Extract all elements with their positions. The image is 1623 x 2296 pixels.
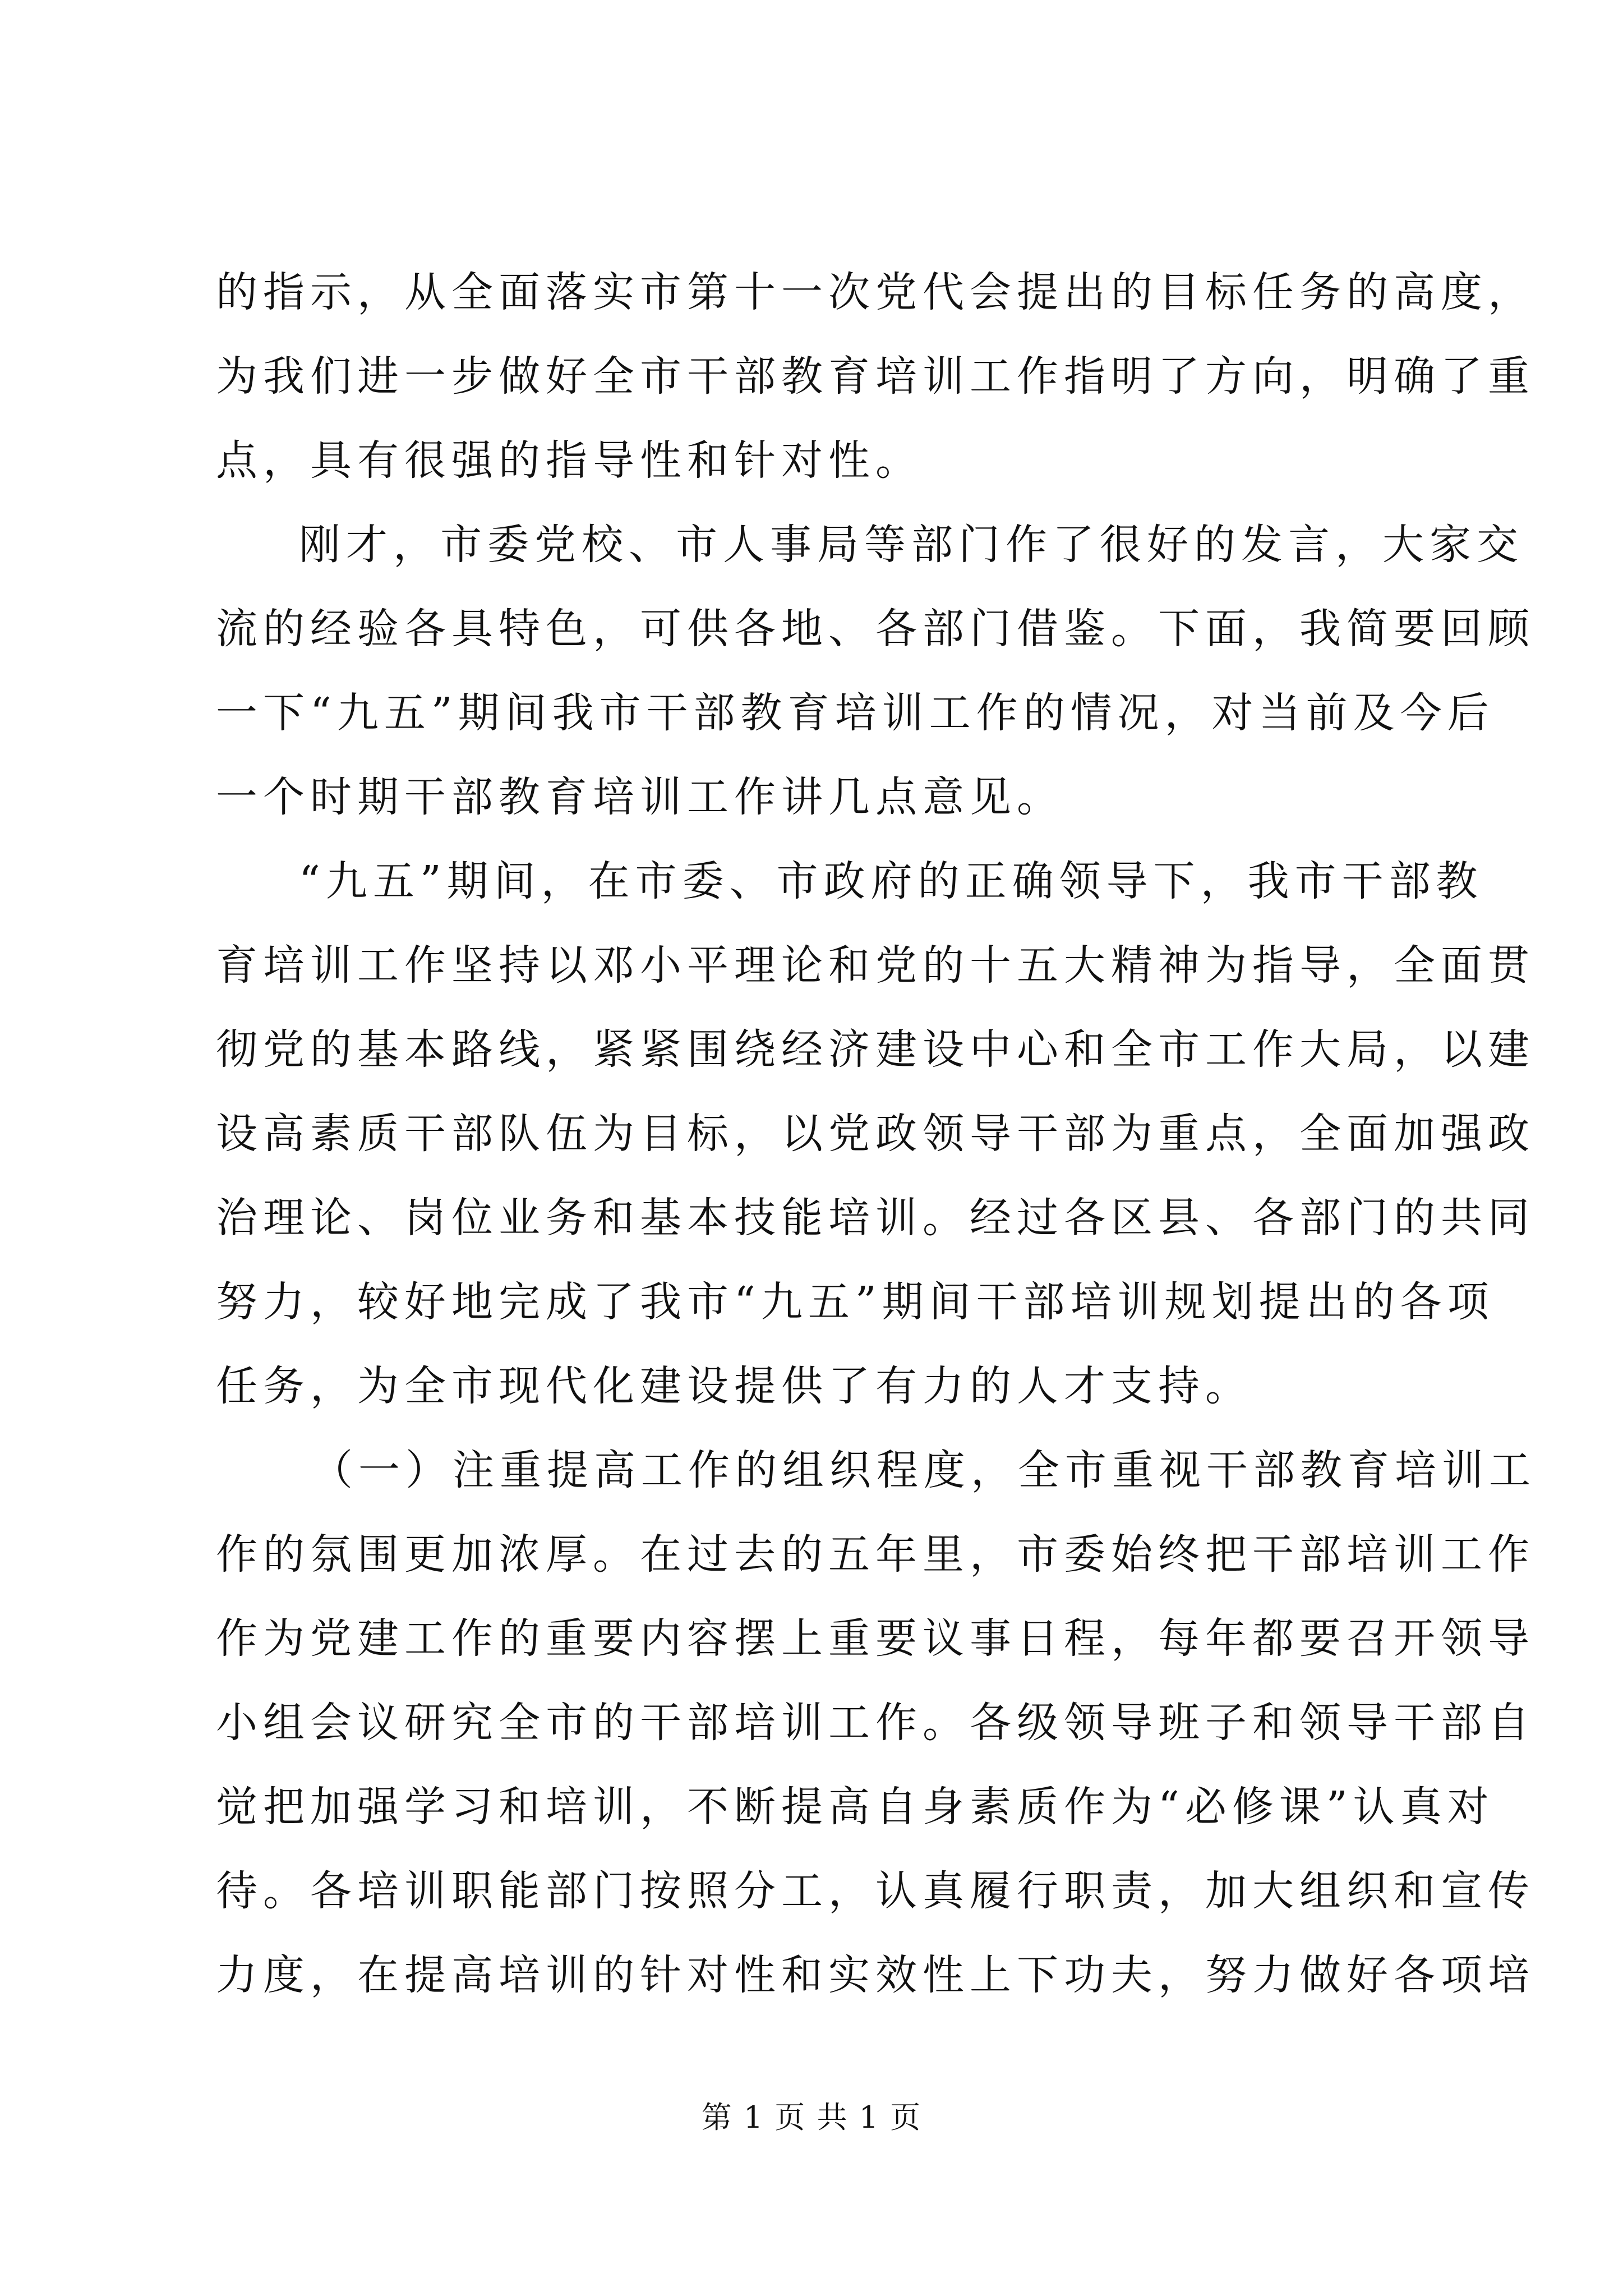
paragraph-start-line: 刚才，市委党校、市人事局等部门作了很好的发言，大家交 bbox=[299, 521, 1524, 569]
text-line: 治理论、岗位业务和基本技能培训。经过各区县、各部门的共同 bbox=[216, 1194, 1535, 1242]
text-line: 为我们进一步做好全市干部教育培训工作指明了方向，明确了重 bbox=[216, 352, 1535, 401]
text-line: 力度，在提高培训的针对性和实效性上下功夫，努力做好各项培 bbox=[216, 1951, 1535, 1999]
document-body bbox=[216, 250, 1536, 2017]
text-line: 作为党建工作的重要内容摆上重要议事日程，每年都要召开领导 bbox=[216, 1614, 1535, 1663]
text-line: 的指示，从全面落实市第十一次党代会提出的目标任务的高度， bbox=[216, 268, 1535, 316]
text-line: 作的氛围更加浓厚。在过去的五年里，市委始终把干部培训工作 bbox=[216, 1530, 1535, 1579]
text-line: 觉把加强学习和培训，不断提高自身素质作为“必修课”认真对 bbox=[216, 1783, 1495, 1831]
text-line: 一个时期干部教育培训工作讲几点意见。 bbox=[216, 773, 1064, 821]
text-line: 设高素质干部队伍为目标，以党政领导干部为重点，全面加强政 bbox=[216, 1110, 1535, 1158]
section-heading-line: （一）注重提高工作的组织程度，全市重视干部教育培训工 bbox=[311, 1446, 1536, 1494]
text-line: 努力，较好地完成了我市“九五”期间干部培训规划提出的各项 bbox=[216, 1278, 1495, 1326]
text-line: 待。各培训职能部门按照分工，认真履行职责，加大组织和宣传 bbox=[216, 1867, 1535, 1915]
text-line: 小组会议研究全市的干部培训工作。各级领导班子和领导干部自 bbox=[216, 1699, 1535, 1747]
page-number-footer: 第 1 页 共 1 页 bbox=[701, 2100, 922, 2135]
text-line: 彻党的基本路线，紧紧围绕经济建设中心和全市工作大局，以建 bbox=[216, 1025, 1535, 1074]
text-line: 点，具有很强的指导性和针对性。 bbox=[216, 436, 923, 485]
paragraph-start-line: “九五”期间，在市委、市政府的正确领导下，我市干部教 bbox=[299, 857, 1483, 905]
text-line: 育培训工作坚持以邓小平理论和党的十五大精神为指导，全面贯 bbox=[216, 941, 1535, 990]
text-line: 一下“九五”期间我市干部教育培训工作的情况，对当前及今后 bbox=[216, 689, 1495, 737]
text-line: 流的经验各具特色，可供各地、各部门借鉴。下面，我简要回顾 bbox=[216, 605, 1535, 653]
text-line: 任务，为全市现代化建设提供了有力的人才支持。 bbox=[216, 1362, 1252, 1410]
